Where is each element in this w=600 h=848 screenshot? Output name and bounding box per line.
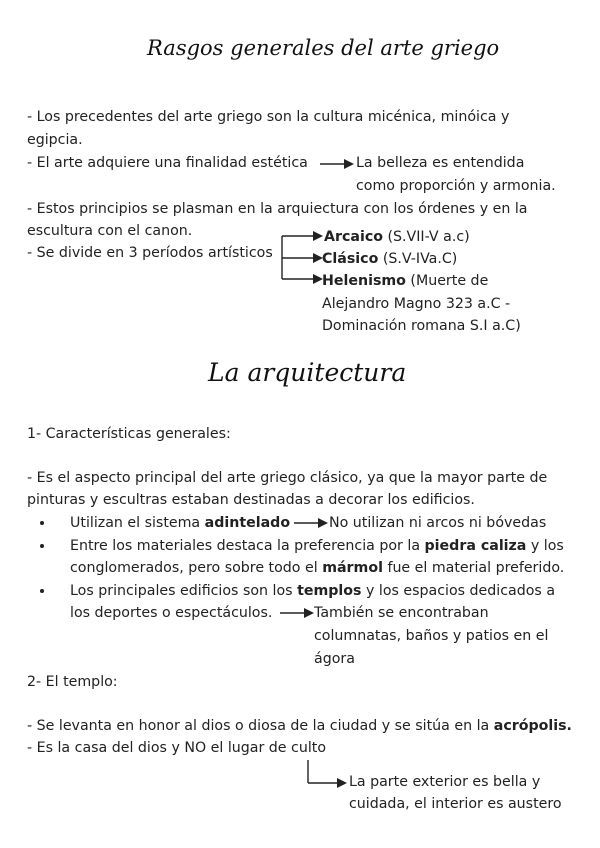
intro-p2-text: - El arte adquiere una finalidad estética (27, 155, 308, 171)
section2-note-line2: cuidada, el interior es austero (349, 796, 562, 812)
bullet2-l1-bold: piedra caliza (424, 538, 527, 554)
arrow-right-icon (294, 517, 328, 529)
section-title: La arquitectura (208, 358, 407, 387)
period-name: Helenismo (322, 273, 406, 289)
bullet-icon (40, 521, 44, 525)
bullet3-l1-bold: templos (297, 583, 362, 599)
section1-p1-line1: - Es el aspecto principal del arte griego clásico, ya que la mayor parte de (27, 470, 548, 486)
arrow-right-icon (320, 158, 354, 170)
intro-p1-line1: - Los precedentes del arte griego son la cultura micénica, minóica y (27, 109, 510, 125)
bullet2-line1 (70, 535, 564, 557)
period-detail: (S.VII-V a.c) (382, 229, 470, 245)
intro-p4-text: - Se divide en 3 períodos artísticos (27, 245, 273, 261)
section2-p1-pre: - Se levanta en honor al dios o diosa de la ciudad y se sitúa en la (27, 718, 494, 734)
intro-p2-note-line1: La belleza es entendida (356, 155, 525, 171)
bullet2-l2-bold: mármol (322, 560, 383, 576)
section1-p1-line2: pinturas y escultras estaban destinadas a decorar los edificios. (27, 492, 475, 508)
period-clasico (322, 248, 457, 270)
section2-heading: 2- El templo: (27, 674, 118, 690)
section2-p2: - Es la casa del dios y NO el lugar de culto (27, 740, 327, 756)
period-helenismo-line3: Dominación romana S.I a.C) (322, 318, 521, 334)
period-helenismo-line2: Alejandro Magno 323 a.C - (322, 296, 511, 312)
period-name: Clásico (322, 251, 379, 267)
intro-p3-line1: - Estos principios se plasman en la arquiectura con los órdenes y en la (27, 201, 528, 217)
intro-p1-line2: egipcia. (27, 132, 83, 148)
page-title: Rasgos generales del arte griego (147, 36, 500, 60)
section2-p1-bold: acrópolis. (493, 718, 572, 734)
arrow-right-icon (280, 607, 314, 619)
section2-p1 (27, 715, 572, 737)
period-detail: (S.V-IVa.C) (378, 251, 458, 267)
period-name: Arcaico (324, 229, 383, 245)
bullet3-note-line1: También se encontraban (314, 605, 489, 621)
bullet3-note-line3: ágora (314, 651, 355, 667)
section1-heading: 1- Características generales: (27, 426, 231, 442)
arrow-down-right-icon (307, 760, 347, 792)
period-helenismo (322, 270, 488, 292)
bullet2-l1-post: y los (526, 538, 564, 554)
bullet1-bold: adintelado (204, 515, 291, 531)
bullet2-line2 (70, 557, 564, 579)
bullet-icon (40, 544, 44, 548)
bullet2-l2-pre: conglomerados, pero sobre todo el (70, 560, 323, 576)
bullet1-text (70, 512, 290, 534)
bullet-icon (40, 589, 44, 593)
section2-note-line1: La parte exterior es bella y (349, 774, 541, 790)
period-bracket-icon (281, 232, 323, 284)
intro-p2-note-line2: como proporción y armonia. (356, 178, 556, 194)
bullet2-l2-post: fue el material preferido. (382, 560, 565, 576)
bullet1-note: No utilizan ni arcos ni bóvedas (329, 515, 547, 531)
bullet2-l1-pre: Entre los materiales destaca la preferencia por la (70, 538, 425, 554)
period-detail: (Muerte de (405, 273, 489, 289)
period-arcaico (324, 226, 470, 248)
bullet3-note-line2: columnatas, baños y patios en el (314, 628, 549, 644)
bullet3-line1 (70, 580, 555, 602)
bullet3-l1-post: y los espacios dedicados a (361, 583, 556, 599)
intro-p3-line2: escultura con el canon. (27, 223, 193, 239)
bullet3-line2: los deportes o espectáculos. (70, 605, 273, 621)
bullet3-l1-pre: Los principales edificios son los (70, 583, 298, 599)
bullet1-pre: Utilizan el sistema (70, 515, 205, 531)
